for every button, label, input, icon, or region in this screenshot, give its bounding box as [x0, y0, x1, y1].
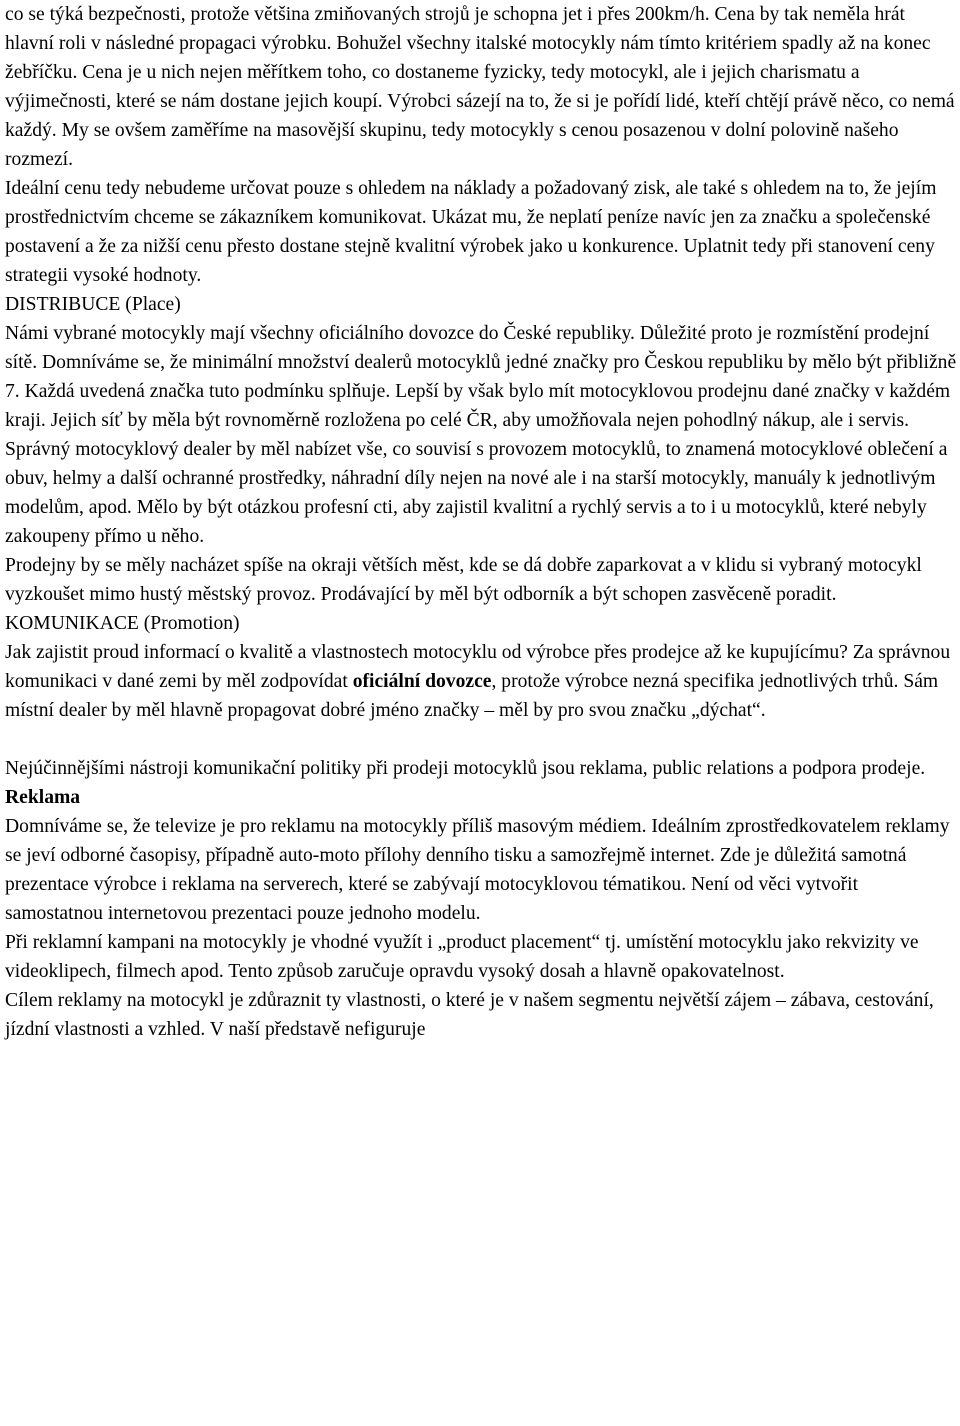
komunikace-1-bold-dovozce: oficiální dovozce	[352, 671, 492, 692]
paragraph-distribuce-1: Námi vybrané motocykly mají všechny oficiálního dovozce do České republiky. Důležité proto je rozmístění prodejní sítě. Domníváme se, že minimální množství dealerů motocyklů jedné značky pro Českou republiku by mělo být přibližně 7. Každá uvedená značka tuto podmínku splňuje. Lepší by však bylo mít motocyklovou prodejnu dané značky v každém kraji. Jejich síť by měla být rovnoměrně rozložena po celé ČR, aby umožňovala nejen pohodlný nákup, ale i servis.	[5, 323, 957, 431]
heading-komunikace: KOMUNIKACE (Promotion)	[5, 613, 240, 634]
heading-reklama: Reklama	[5, 787, 81, 808]
paragraph-komunikace-2: Nejúčinnějšími nástroji komunikační politiky při prodeji motocyklů jsou reklama, public relations a podpora prodeje.	[5, 758, 926, 779]
paragraph-reklama-2: Při reklamní kampani na motocykly je vhodné využít i „product placement“ tj. umístění motocyklu jako rekvizity ve videoklipech, filmech apod. Tento způsob zaručuje opravdu vysoký dosah a hlavně opakovatelnost.	[5, 932, 919, 982]
paragraph-distribuce-3: Prodejny by se měly nacházet spíše na okraji větších měst, kde se dá dobře zaparkovat a v klidu si vybraný motocykl vyzkoušet mimo hustý městský provoz. Prodávající by měl být odborník a být schopen zasvěceně poradit.	[5, 555, 922, 605]
komunikace-1-text-a: Jak zajistit proud informací o kvalitě a vlastnostech motocyklu od výrobce přes prodejce až ke kupujícímu? Za správnou komunikaci v dané zemi by měl zodpovídat	[5, 642, 951, 692]
paragraph-intro: co se týká bezpečnosti, protože většina zmiňovaných strojů je schopna jet i přes 200km/h. Cena by tak neměla hrát hlavní roli v následné propagaci výrobku. Bohužel všechny italské motocykly nám tímto kritériem spadly až na konec žebříčku. Cena je u nich nejen měřítkem toho, co dostaneme fyzicky, tedy motocykl, ale i jejich charismatu a výjimečnosti, které se nám dostane jejich koupí. Výrobci sázejí na to, že si je pořídí lidé, kteří chtějí právě něco, co nemá každý. My se ovšem zaměříme na masovější skupinu, tedy motocykly s cenou posazenou v dolní polovině našeho rozmezí.	[5, 4, 955, 170]
paragraph-distribuce-2: Správný motocyklový dealer by měl nabízet vše, co souvisí s provozem motocyklů, to znamená motocyklové oblečení a obuv, helmy a další ochranné prostředky, náhradní díly nejen na nové ale i na starší motocykly, manuály k jednotlivým modelům, apod. Mělo by být otázkou profesní cti, aby zajistil kvalitní a rychlý servis a to i u motocyklů, které nebyly zakoupeny přímo u něho.	[5, 439, 948, 547]
document-page	[5, 0, 957, 1044]
heading-distribuce: DISTRIBUCE (Place)	[5, 294, 181, 315]
paragraph-reklama-1: Domníváme se, že televize je pro reklamu na motocykly příliš masovým médiem. Ideálním zprostředkovatelem reklamy se jeví odborné časopisy, případně auto-moto přílohy denního tisku a samozřejmě internet. Zde je důležitá samotná prezentace výrobce i reklama na serverech, které se zabývají motocyklovou tématikou. Není od věci vytvořit samostatnou internetovou prezentaci pouze jednoho modelu.	[5, 816, 950, 924]
paragraph-reklama-3: Cílem reklamy na motocykl je zdůraznit ty vlastnosti, o které je v našem segmentu největší zájem – zábava, cestování, jízdní vlastnosti a vzhled. V naší představě nefiguruje	[5, 990, 934, 1040]
paragraph-ideal-price: Ideální cenu tedy nebudeme určovat pouze s ohledem na náklady a požadovaný zisk, ale také s ohledem na to, že jejím prostřednictvím chceme se zákazníkem komunikovat. Ukázat mu, že neplatí peníze navíc jen za značku a společenské postavení a že za nižší cenu přesto dostane stejně kvalitní výrobek jako u konkurence. Uplatnit tedy při stanovení ceny strategii vysoké hodnoty.	[5, 178, 937, 286]
paragraph-komunikace-1	[5, 638, 957, 725]
komunikace-1-text-b: , protože výrobce nezná specifika jednotlivých trhů. Sám místní dealer by měl hlavně propagovat dobré jméno značky – měl by pro svou značku „dýchat“.	[5, 671, 939, 721]
